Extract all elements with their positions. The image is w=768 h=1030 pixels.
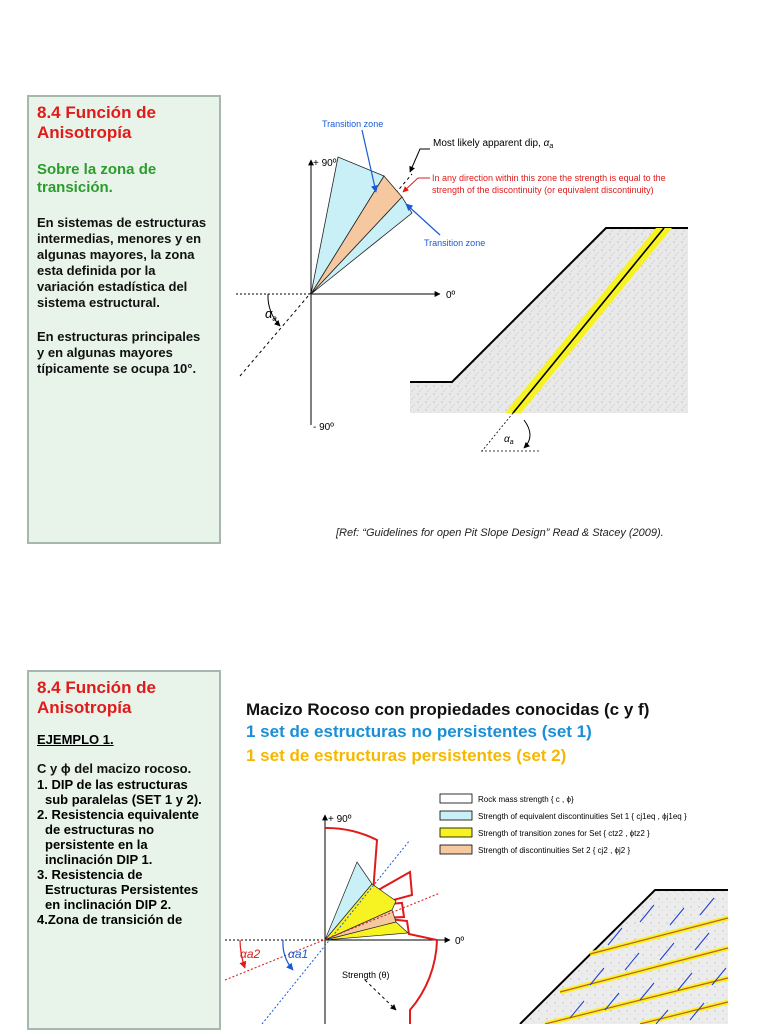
label-plus90-2: + 90º bbox=[328, 814, 352, 825]
label-transition-top: Transition zone bbox=[322, 119, 384, 129]
paragraph-1: En sistemas de estructuras intermedias, menores y en algunas mayores, la zona esta definida por la variación estadística del sistema estructural. bbox=[37, 215, 207, 310]
legend-swatch-set2 bbox=[440, 845, 472, 854]
alpha-arc-slope bbox=[524, 420, 530, 448]
label-alpha-slope: $\alpha_a$ bbox=[504, 434, 514, 446]
transition-pointer-bottom bbox=[406, 204, 440, 235]
legend-label-rock: Rock mass strength { c , ϕ} bbox=[478, 795, 574, 804]
example-intro: C y ϕ del macizo rocoso. bbox=[37, 761, 192, 776]
reference-citation: [Ref: “Guidelines for open Pit Slope Design” Read & Stacey (2009). bbox=[336, 527, 664, 539]
label-red-note-2: strength of the discontinuity (or equivalent discontinuity) bbox=[432, 185, 654, 195]
label-zero-2: 0º bbox=[455, 936, 465, 947]
legend-label-set2: Strength of discontinuities Set 2 { cj2 , ϕj2 } bbox=[478, 846, 631, 855]
section-subtitle: Sobre la zona de transición. bbox=[37, 161, 157, 196]
section-title-2: 8.4 Función de Anisotropía bbox=[37, 678, 157, 717]
heading-set1: 1 set de estructuras no persistentes (set 1) bbox=[246, 722, 592, 741]
label-zero: 0º bbox=[446, 290, 456, 301]
step-item: 2. Resistencia equivalente de estructuras no persistente en la inclinación DIP 1. bbox=[37, 807, 199, 867]
legend-swatch-rock bbox=[440, 794, 472, 803]
legend-swatch-transition bbox=[440, 828, 472, 837]
red-note-pointer bbox=[403, 178, 430, 192]
label-transition-bottom: Transition zone bbox=[424, 238, 486, 248]
label-red-note-1: In any direction within this zone the strength is equal to the bbox=[432, 173, 666, 183]
dip-dashed bbox=[482, 413, 513, 451]
paragraph-2: En estructuras principales y en algunas mayores típicamente se ocupa 10°. bbox=[37, 329, 201, 376]
slope-figure-1 bbox=[410, 228, 688, 451]
label-strength: Strength (θ) bbox=[342, 970, 390, 980]
slope-figure-2 bbox=[520, 890, 728, 1024]
legend-label-transition: Strength of transition zones for Set { ctz2 , ϕtz2 } bbox=[478, 829, 650, 838]
label-alpha-a1: αa1 bbox=[288, 947, 309, 961]
legend-swatch-set1 bbox=[440, 811, 472, 820]
section-title: 8.4 Función de Anisotropía bbox=[37, 103, 157, 142]
label-minus90: - 90º bbox=[313, 422, 334, 433]
heading-rock-mass: Macizo Rocoso con propiedades conocidas (c y f) bbox=[246, 700, 650, 719]
label-most-likely: Most likely apparent dip, $\alpha_a$ bbox=[433, 138, 554, 150]
legend-label-set1: Strength of equivalent discontinuities Set 1 { cj1eq , ϕj1eq } bbox=[478, 812, 687, 821]
label-plus90: + 90º bbox=[313, 158, 337, 169]
anisotropy-diagram-2 bbox=[225, 814, 465, 1024]
strength-pointer bbox=[365, 980, 396, 1010]
example-title: EJEMPLO 1. bbox=[37, 732, 114, 747]
legend bbox=[440, 794, 687, 855]
step-item: 4.Zona de transición de bbox=[37, 912, 183, 927]
dip-pointer bbox=[410, 149, 430, 172]
label-alpha-a2: αa2 bbox=[240, 947, 261, 961]
label-alpha: $\alpha_a$ bbox=[265, 306, 277, 323]
step-item: 1. DIP de las estructuras sub paralelas (SET 1 y 2). bbox=[37, 777, 202, 807]
heading-set2: 1 set de estructuras persistentes (set 2) bbox=[246, 746, 567, 765]
step-item: 3. Resistencia de Estructuras Persistentes en inclinación DIP 2. bbox=[37, 867, 199, 912]
